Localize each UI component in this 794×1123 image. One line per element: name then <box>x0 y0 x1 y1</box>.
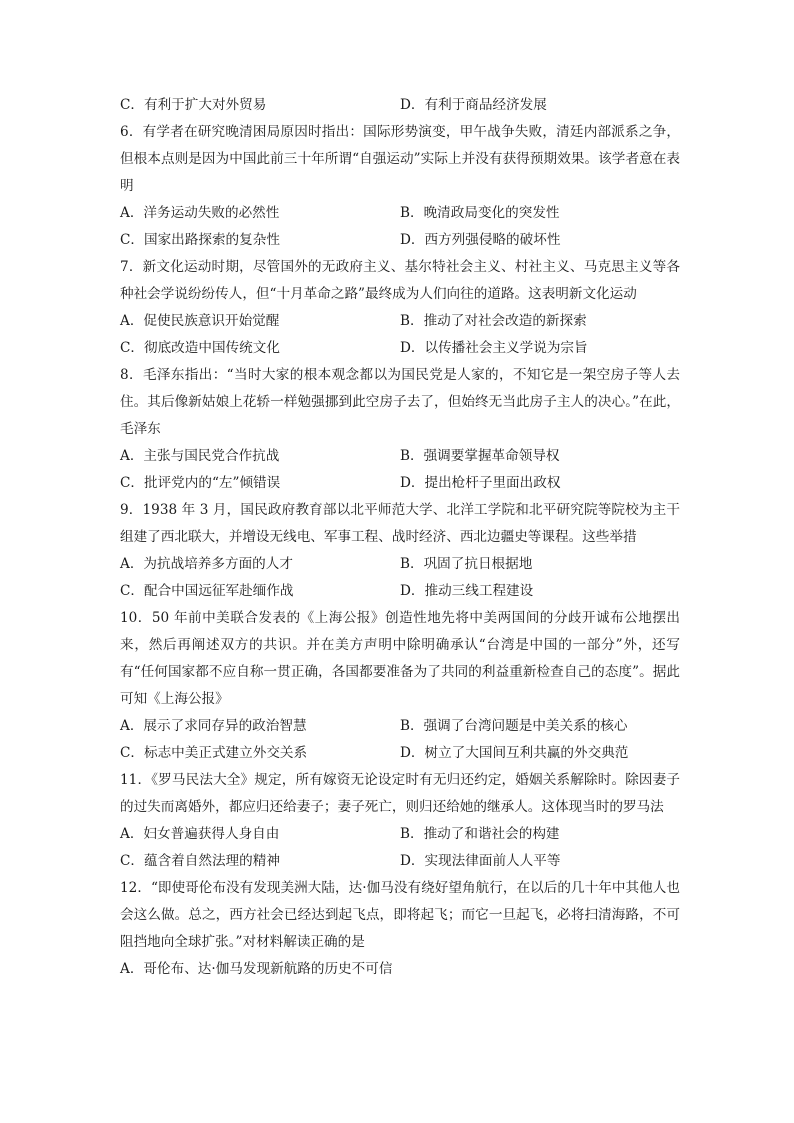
option-b: B．强调了台湾问题是中美关系的核心 <box>400 718 628 734</box>
option-b: B．晚清政局变化的突发性 <box>400 205 560 221</box>
options-row <box>120 821 680 848</box>
question-10-stem: 10．50 年前中美联合发表的《上海公报》创造性地先将中美两国间的分歧开诚布公地摆出来，然后再阐述双方的共识。并在美方声明中除明确承认“台湾是中国的一部分”外，还写有“任何国家都不应自称一贯正确，各国都要准备为了共同的利益重新检查自己的态度”。据此可知《上海公报》 <box>120 610 680 707</box>
option-d: D．实现法律面前人人平等 <box>400 853 561 869</box>
option-b: B．推动了和谐社会的构建 <box>400 826 560 842</box>
option-c: C．配合中国远征军赴缅作战 <box>120 583 294 599</box>
options-row <box>120 470 680 497</box>
option-a: A．为抗战培养多方面的人才 <box>120 556 293 572</box>
option-d: D．以传播社会主义学说为宗旨 <box>400 340 588 356</box>
option-c: C．彻底改造中国传统文化 <box>120 340 280 356</box>
option-c: C．有利于扩大对外贸易 <box>120 97 267 113</box>
options-row <box>120 92 680 119</box>
option-d: D．推动三线工程建设 <box>400 583 534 599</box>
option-a: A．洋务运动失败的必然性 <box>120 205 280 221</box>
option-a: A．妇女普遍获得人身自由 <box>120 826 280 842</box>
option-b: B．推动了对社会改造的新探索 <box>400 313 587 329</box>
option-c: C．蕴含着自然法理的精神 <box>120 853 280 869</box>
question-7-stem: 7．新文化运动时期，尽管国外的无政府主义、基尔特社会主义、村社主义、马克思主义等各种社会学说纷纷传人，但“十月革命之路”最终成为人们向往的道路。这表明新文化运动 <box>120 259 680 302</box>
options-row <box>120 443 680 470</box>
option-c: C．标志中美正式建立外交关系 <box>120 745 308 761</box>
options-row <box>120 578 680 605</box>
option-d: D．西方列强侵略的破坏性 <box>400 232 561 248</box>
question-8-stem: 8．毛泽东指出：“当时大家的根本观念都以为国民党是人家的，不知它是一架空房子等人去住。其后像新姑娘上花轿一样勉强挪到此空房子去了，但始终无当此房子主人的决心。”在此，毛泽东 <box>120 367 680 437</box>
options-row <box>120 335 680 362</box>
option-c: C．国家出路探索的复杂性 <box>120 232 280 248</box>
option-a: A．促使民族意识开始觉醒 <box>120 313 280 329</box>
question-9-stem: 9．1938 年 3 月，国民政府教育部以北平师范大学、北洋工学院和北平研究院等院校为主干组建了西北联大，并增设无线电、军事工程、战时经济、西北边疆史等课程。这些举措 <box>120 502 680 545</box>
option-a: A．展示了求同存异的政治智慧 <box>120 718 307 734</box>
options-row <box>120 713 680 740</box>
option-b: B．巩固了抗日根据地 <box>400 556 533 572</box>
options-row <box>120 956 680 983</box>
option-d: D．有利于商品经济发展 <box>400 97 547 113</box>
question-11-stem: 11．《罗马民法大全》规定，所有嫁资无论设定时有无归还约定，婚姻关系解除时。除因妻子的过失而离婚外，都应归还给妻子；妻子死亡，则归还给她的继承人。这体现当时的罗马法 <box>120 772 680 815</box>
option-c: C．批评党内的“左”倾错误 <box>120 475 281 491</box>
question-12-stem: 12．“即使哥伦布没有发现美洲大陆，达·伽马没有绕好望角航行，在以后的几十年中其他人也会这么做。总之，西方社会已经达到起飞点，即将起飞；而它一旦起飞，必将扫清海路，不可阻挡地向全球扩张。”对材料解读正确的是 <box>120 880 680 950</box>
options-row <box>120 740 680 767</box>
options-row <box>120 308 680 335</box>
option-d: D．树立了大国间互利共赢的外交典范 <box>400 745 629 761</box>
options-row <box>120 551 680 578</box>
options-row <box>120 848 680 875</box>
options-row <box>120 227 680 254</box>
question-list <box>120 92 680 983</box>
option-b: B．强调要掌握革命领导权 <box>400 448 560 464</box>
option-a: A．哥伦布、达·伽马发现新航路的历史不可信 <box>120 961 393 977</box>
question-6-stem: 6．有学者在研究晚清困局原因时指出：国际形势演变，甲午战争失败，清廷内部派系之争，但根本点则是因为中国此前三十年所谓“自强运动”实际上并没有获得预期效果。该学者意在表明 <box>120 124 680 194</box>
option-a: A．主张与国民党合作抗战 <box>120 448 280 464</box>
option-d: D．提出枪杆子里面出政权 <box>400 475 561 491</box>
options-row <box>120 200 680 227</box>
